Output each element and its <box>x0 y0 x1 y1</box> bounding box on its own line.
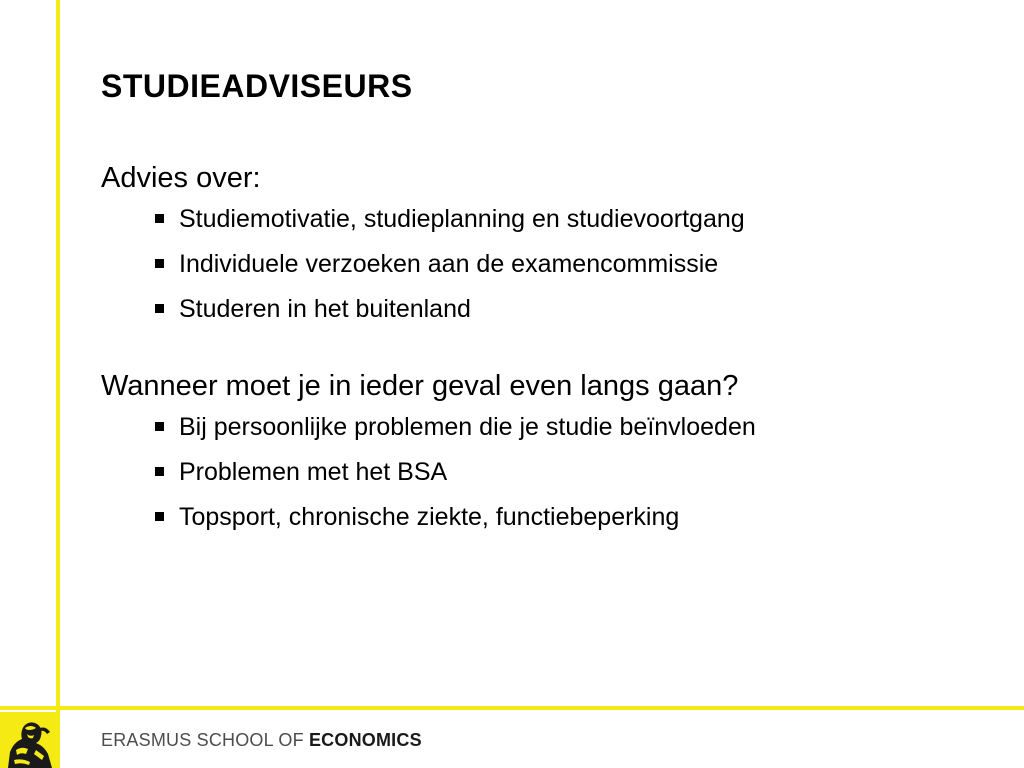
section-heading: Advies over: <box>101 162 261 194</box>
footer-brand-bold: ECONOMICS <box>308 730 422 750</box>
bullet-text: Topsport, chronische ziekte, functiebeperking <box>179 503 680 531</box>
bullet-item <box>101 249 981 279</box>
square-bullet-icon <box>155 422 164 431</box>
bullet-item <box>101 204 981 234</box>
bullet-text: Studeren in het buitenland <box>179 295 471 323</box>
slide-content <box>101 158 981 574</box>
erasmus-portrait-logo-icon <box>0 712 56 768</box>
square-bullet-icon <box>155 467 164 476</box>
bullet-list <box>101 412 981 532</box>
footer-brand-regular: ERASMUS SCHOOL OF <box>101 730 309 750</box>
bullet-item <box>101 412 981 442</box>
bullet-text: Problemen met het BSA <box>179 458 448 486</box>
section-heading: Wanneer moet je in ieder geval even langs gaan? <box>101 370 739 402</box>
slide-title: STUDIEADVISEURS <box>101 68 413 104</box>
section-advies <box>101 158 981 324</box>
square-bullet-icon <box>155 214 164 223</box>
square-bullet-icon <box>155 512 164 521</box>
footer-brand <box>101 728 422 752</box>
square-bullet-icon <box>155 304 164 313</box>
bullet-text: Studiemotivatie, studieplanning en studievoortgang <box>179 205 745 233</box>
accent-vertical-line <box>56 0 60 768</box>
bullet-list <box>101 204 981 324</box>
bullet-text: Bij persoonlijke problemen die je studie beïnvloeden <box>179 413 756 441</box>
square-bullet-icon <box>155 259 164 268</box>
bullet-item <box>101 457 981 487</box>
bullet-text: Individuele verzoeken aan de examencommissie <box>179 250 719 278</box>
accent-horizontal-line <box>0 706 1024 710</box>
bullet-item <box>101 502 981 532</box>
section-wanneer <box>101 366 981 532</box>
bullet-item <box>101 294 981 324</box>
